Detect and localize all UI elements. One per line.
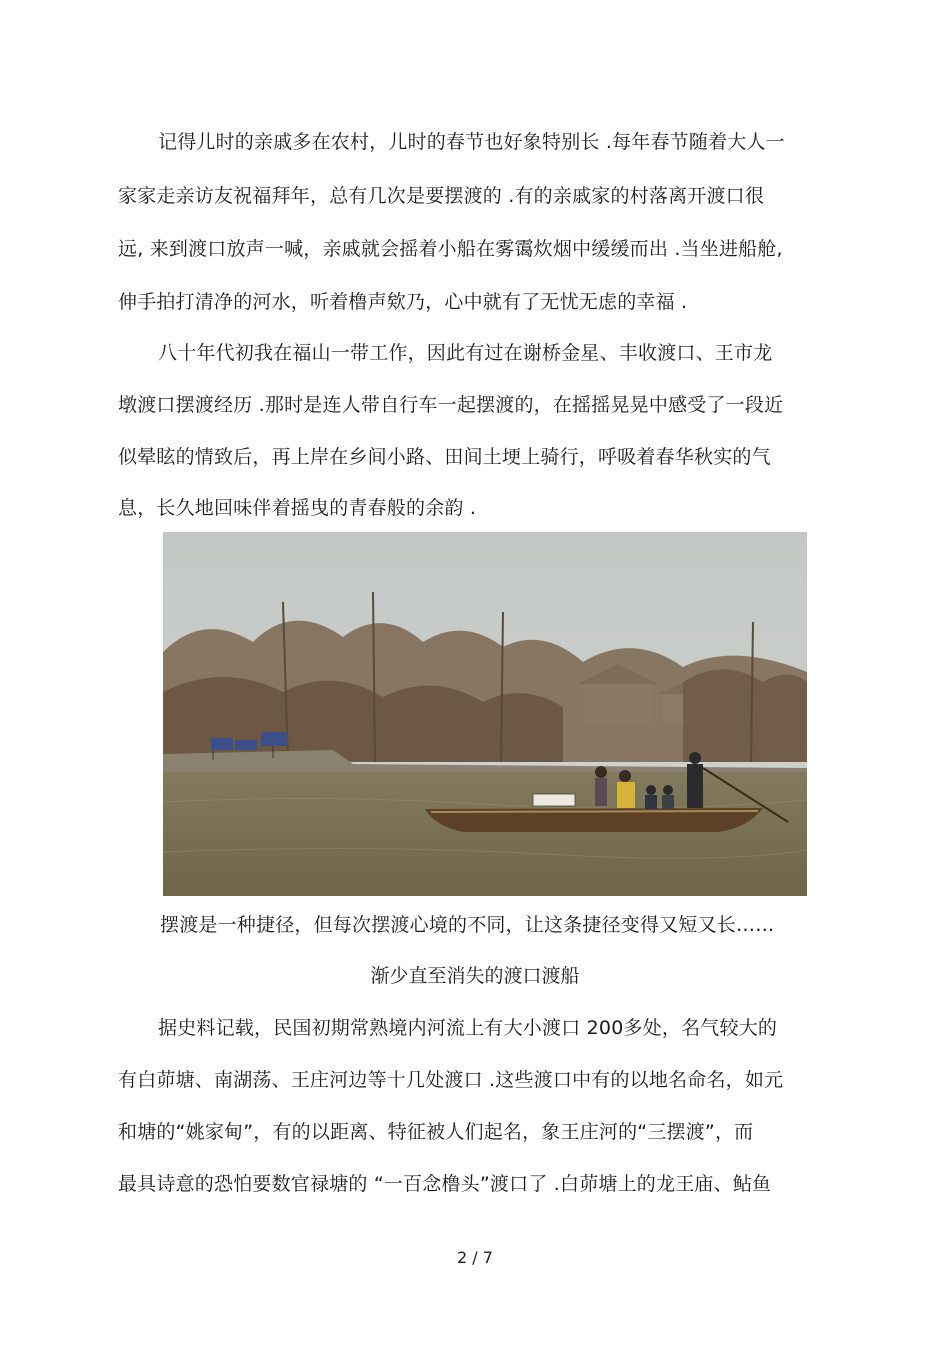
paragraph3-line-3: 和塘的“姚家甸”，有的以距离、特征被人们起名，象王庄河的“三摆渡”，而 [118,1121,754,1143]
paragraph3-line-4: 最具诗意的恐怕要数官禄塘的 “一百念橹头”渡口了 .白茆塘上的龙王庙、鲇鱼 [118,1173,772,1195]
paragraph2-line-3: 似晕眩的情致后，再上岸在乡间小路、田间土埂上骑行，呼吸着春华秋实的气 [118,446,771,468]
river-water [163,772,807,896]
paragraph1-line-2: 家家走亲访友祝福拜年，总有几次是要摆渡的 .有的亲戚家的村落离开渡口很 [118,185,765,207]
paragraph3-line-2: 有白茆塘、南湖荡、王庄河边等十几处渡口 .这些渡口中有的以地名命名，如元 [118,1069,784,1091]
paragraph1-line-1: 记得儿时的亲戚多在农村，儿时的春节也好象特别长 .每年春节随着大人一 [158,131,785,153]
page-number: 2 / 7 [457,1248,493,1267]
paragraph2-line-4: 息，长久地回味伴着摇曳的青春般的余韵 . [118,497,477,519]
paragraph2-line-1: 八十年代初我在福山一带工作，因此有过在谢桥金星、丰收渡口、王市龙 [158,342,773,364]
paragraph2-line-2: 墩渡口摆渡经历 .那时是连人带自行车一起摆渡的，在摇摇晃晃中感受了一段近 [118,394,784,416]
photo-caption: 摆渡是一种捷径，但每次摆渡心境的不同，让这条捷径变得又短又长…… [160,914,775,936]
section-heading: 渐少直至消失的渡口渡船 [370,965,580,987]
ferry-photo [163,532,807,896]
paragraph1-line-4: 伸手拍打清净的河水，听着橹声欸乃，心中就有了无忧无虑的幸福 . [118,291,688,313]
paragraph1-line-3: 远, 来到渡口放声一喊，亲戚就会摇着小船在雾霭炊烟中缓缓而出 .当坐进船舱, [118,238,783,260]
paragraph3-line-1: 据史料记载，民国初期常熟境内河流上有大小渡口 200多处，名气较大的 [158,1017,778,1039]
